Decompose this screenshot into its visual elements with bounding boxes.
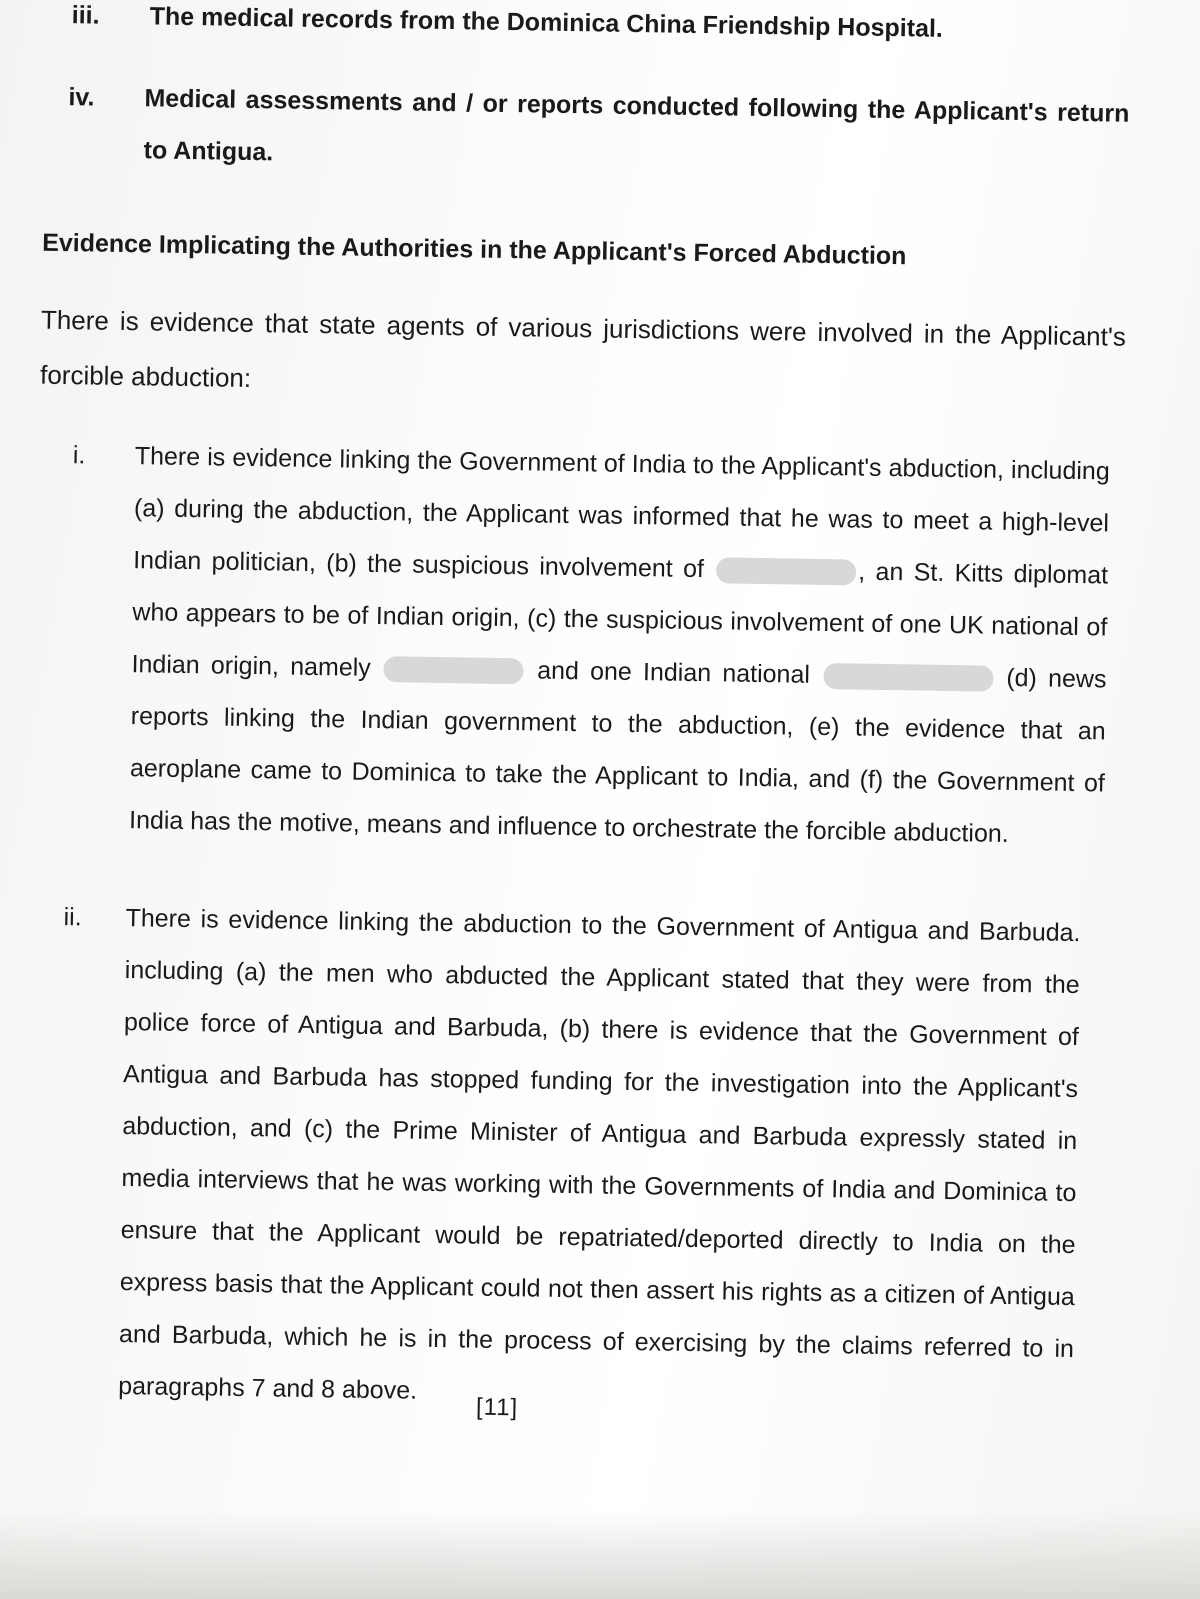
list-item-iii-text: The medical records from the Dominica China Friendship Hospital.	[149, 2, 944, 43]
list-marker-iv: iv.	[68, 83, 95, 112]
list-marker-ii: ii.	[63, 903, 82, 932]
section-heading: Evidence Implicating the Authorities in the Applicant's Forced Abduction	[41, 228, 907, 271]
list-item-ii-text: There is evidence linking the abduction to the Government of Antigua and Barbuda. including (a) the men who abducted the Applicant stated that they were from the police force of Antigua and Barbuda, (b) there is evidence that the Government of Antigua and Barbuda has stopped funding for the investigation into the Applicant's abduction, and (c) the Prime Minister of Antigua and Barbuda expressly stated in media interviews that he was working with the Governments of India and Dominica to ensure that the Applicant would be repatriated/deported directly to India on the express basis that the Applicant could not then assert his rights as a citizen of Antigua and Barbuda, which he is in the process of exercising by the claims referred to in paragraphs 7 and 8 above.	[118, 904, 1081, 1405]
redaction-3	[823, 663, 993, 692]
list-item-iv-text: Medical assessments and / or reports conducted following the Applicant's return to Antigua.	[143, 84, 1130, 167]
section-intro: There is evidence that state agents of various jurisdictions were involved in the Applicant's forcible abduction:	[39, 304, 1127, 393]
list-item-i-part2: , an St. Kitts diplomat who appears to be of Indian origin, (c) the suspicious involvement of one UK national of Indian origin, namely	[131, 557, 1109, 682]
list-item-i-text	[129, 430, 1110, 861]
list-item-i-part4: (d) news reports linking the Indian government to the abduction, (e) the evidence that an aeroplane came to Dominica to take the Applicant to India, and (f) the Government of India has the motive, means and influence to orchestrate the forcible abduction.	[128, 663, 1107, 848]
list-marker-i: i.	[72, 441, 86, 470]
list-item-i-part1: There is evidence linking the Government of India to the Applicant's abduction, including (a) during the abduction, the Applicant was informed that he was to meet a high-level Indian politician, (b) the suspicious involvement of	[132, 442, 1110, 584]
redaction-1	[716, 558, 856, 586]
list-marker-iii: iii.	[71, 1, 100, 30]
redaction-2	[384, 657, 524, 685]
list-item-i-part3: and one Indian national	[536, 656, 811, 689]
page-number: [11]	[475, 1393, 519, 1422]
